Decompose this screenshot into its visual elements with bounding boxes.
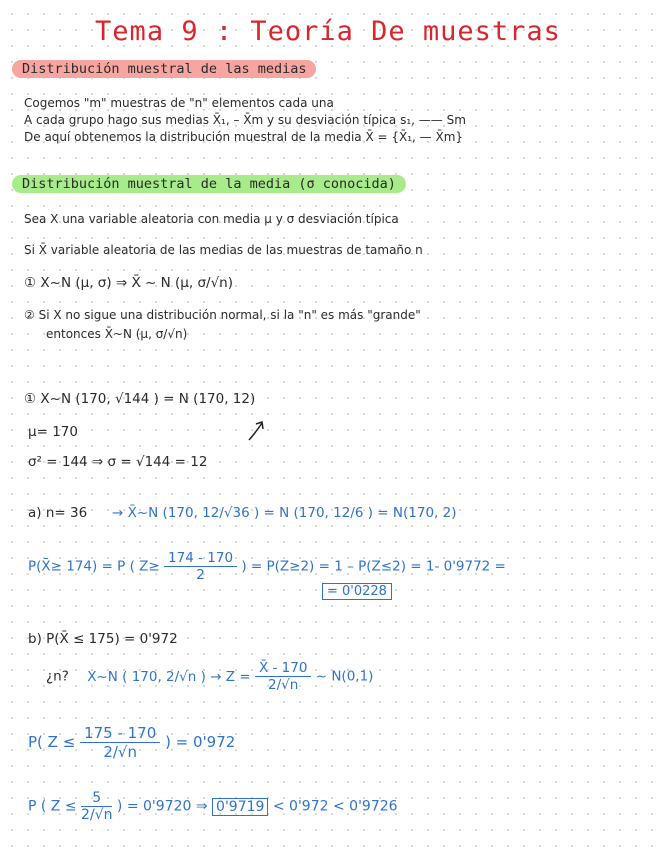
part-a-label: a) n= 36 [28,505,88,521]
fraction-denominator: 2/√n [81,807,113,823]
text-line: Sea X una variable aleatoria con media μ y σ desviación típica [24,212,399,226]
text-line: A cada grupo hago sus medias X̄₁, – X̄m y su desviación típica s₁, —— Sm [24,113,466,127]
part-b-label: b) P(X̄ ≤ 175) = 0'972 [28,631,178,647]
probability-line [28,550,506,583]
pz2-left: P ( Z ≤ [28,798,77,815]
fraction-denominator: 2/√n [103,743,137,761]
n-question-line [46,660,373,693]
pz-line-1 [28,724,235,761]
text-line: entonces X̄~N (μ, σ/√n) [46,327,188,341]
example-sigma: σ² = 144 ⇒ σ = √144 = 12 [28,454,208,470]
pz1-right: ) = 0'972 [165,733,236,751]
up-arrow-icon [246,418,268,442]
text-line: Si X̄ variable aleatoria de las medias de las muestras de tamaño n [24,243,423,257]
pz2-fraction [81,790,112,823]
fraction-numerator: X̄ - 170 [255,660,311,677]
fraction-denominator: 2/√n [268,677,299,693]
text-line: De aquí obtenemos la distribución muestral de la media X̄ = {X̄₁, — X̄m} [24,130,464,144]
pz1-fraction [80,724,160,761]
text-line: ② Si X no sigue una distribución normal, si la "n" es más "grande" [24,308,421,322]
pz-line-2 [28,790,398,823]
fraction-numerator: 175 - 170 [80,724,160,743]
pz2-tail: < 0'972 < 0'9726 [272,798,398,815]
n-distribution: X~N ( 170, 2/√n ) → Z = [87,668,251,685]
n-tail: ~ N(0,1) [315,668,374,685]
page-title: Tema 9 : Teoría De muestras [95,16,561,47]
fraction-numerator: 174 - 170 [164,550,237,567]
fraction-denominator: 2 [196,567,205,583]
z-fraction [255,660,311,693]
n-question: ¿n? [46,668,69,685]
part-a-result: → X̄~N (170, 12/√36 ) = N (170, 12/6 ) = N(170, 2) [112,505,457,521]
formula-line: ① X~N (μ, σ) ⇒ X̄ ~ N (μ, σ/√n) [24,275,233,291]
pz2-right: ) = 0'9720 [116,798,192,815]
pz1-left: P( Z ≤ [28,733,76,751]
probability-fraction [164,550,237,583]
example-distribution: ① X~N (170, √144 ) = N (170, 12) [24,391,256,407]
table-value-box: 0'9719 [212,798,268,816]
implies-arrow: ⇒ [195,798,208,815]
section-heading-known-sigma: Distribución muestral de la media (σ conocida) [12,175,406,193]
fraction-numerator: 5 [81,790,112,807]
probability-left: P(X̄≥ 174) = P ( Z≥ [28,558,160,575]
probability-right: ) = P(Z≥2) = 1 – P(Z≤2) = 1- 0'9772 = [241,558,506,575]
section-heading-sample-means: Distribución muestral de las medias [12,60,316,78]
example-mean: μ= 170 [28,424,78,440]
answer-box: = 0'0228 [322,583,392,600]
text-line: Cogemos "m" muestras de "n" elementos cada una [24,96,334,110]
